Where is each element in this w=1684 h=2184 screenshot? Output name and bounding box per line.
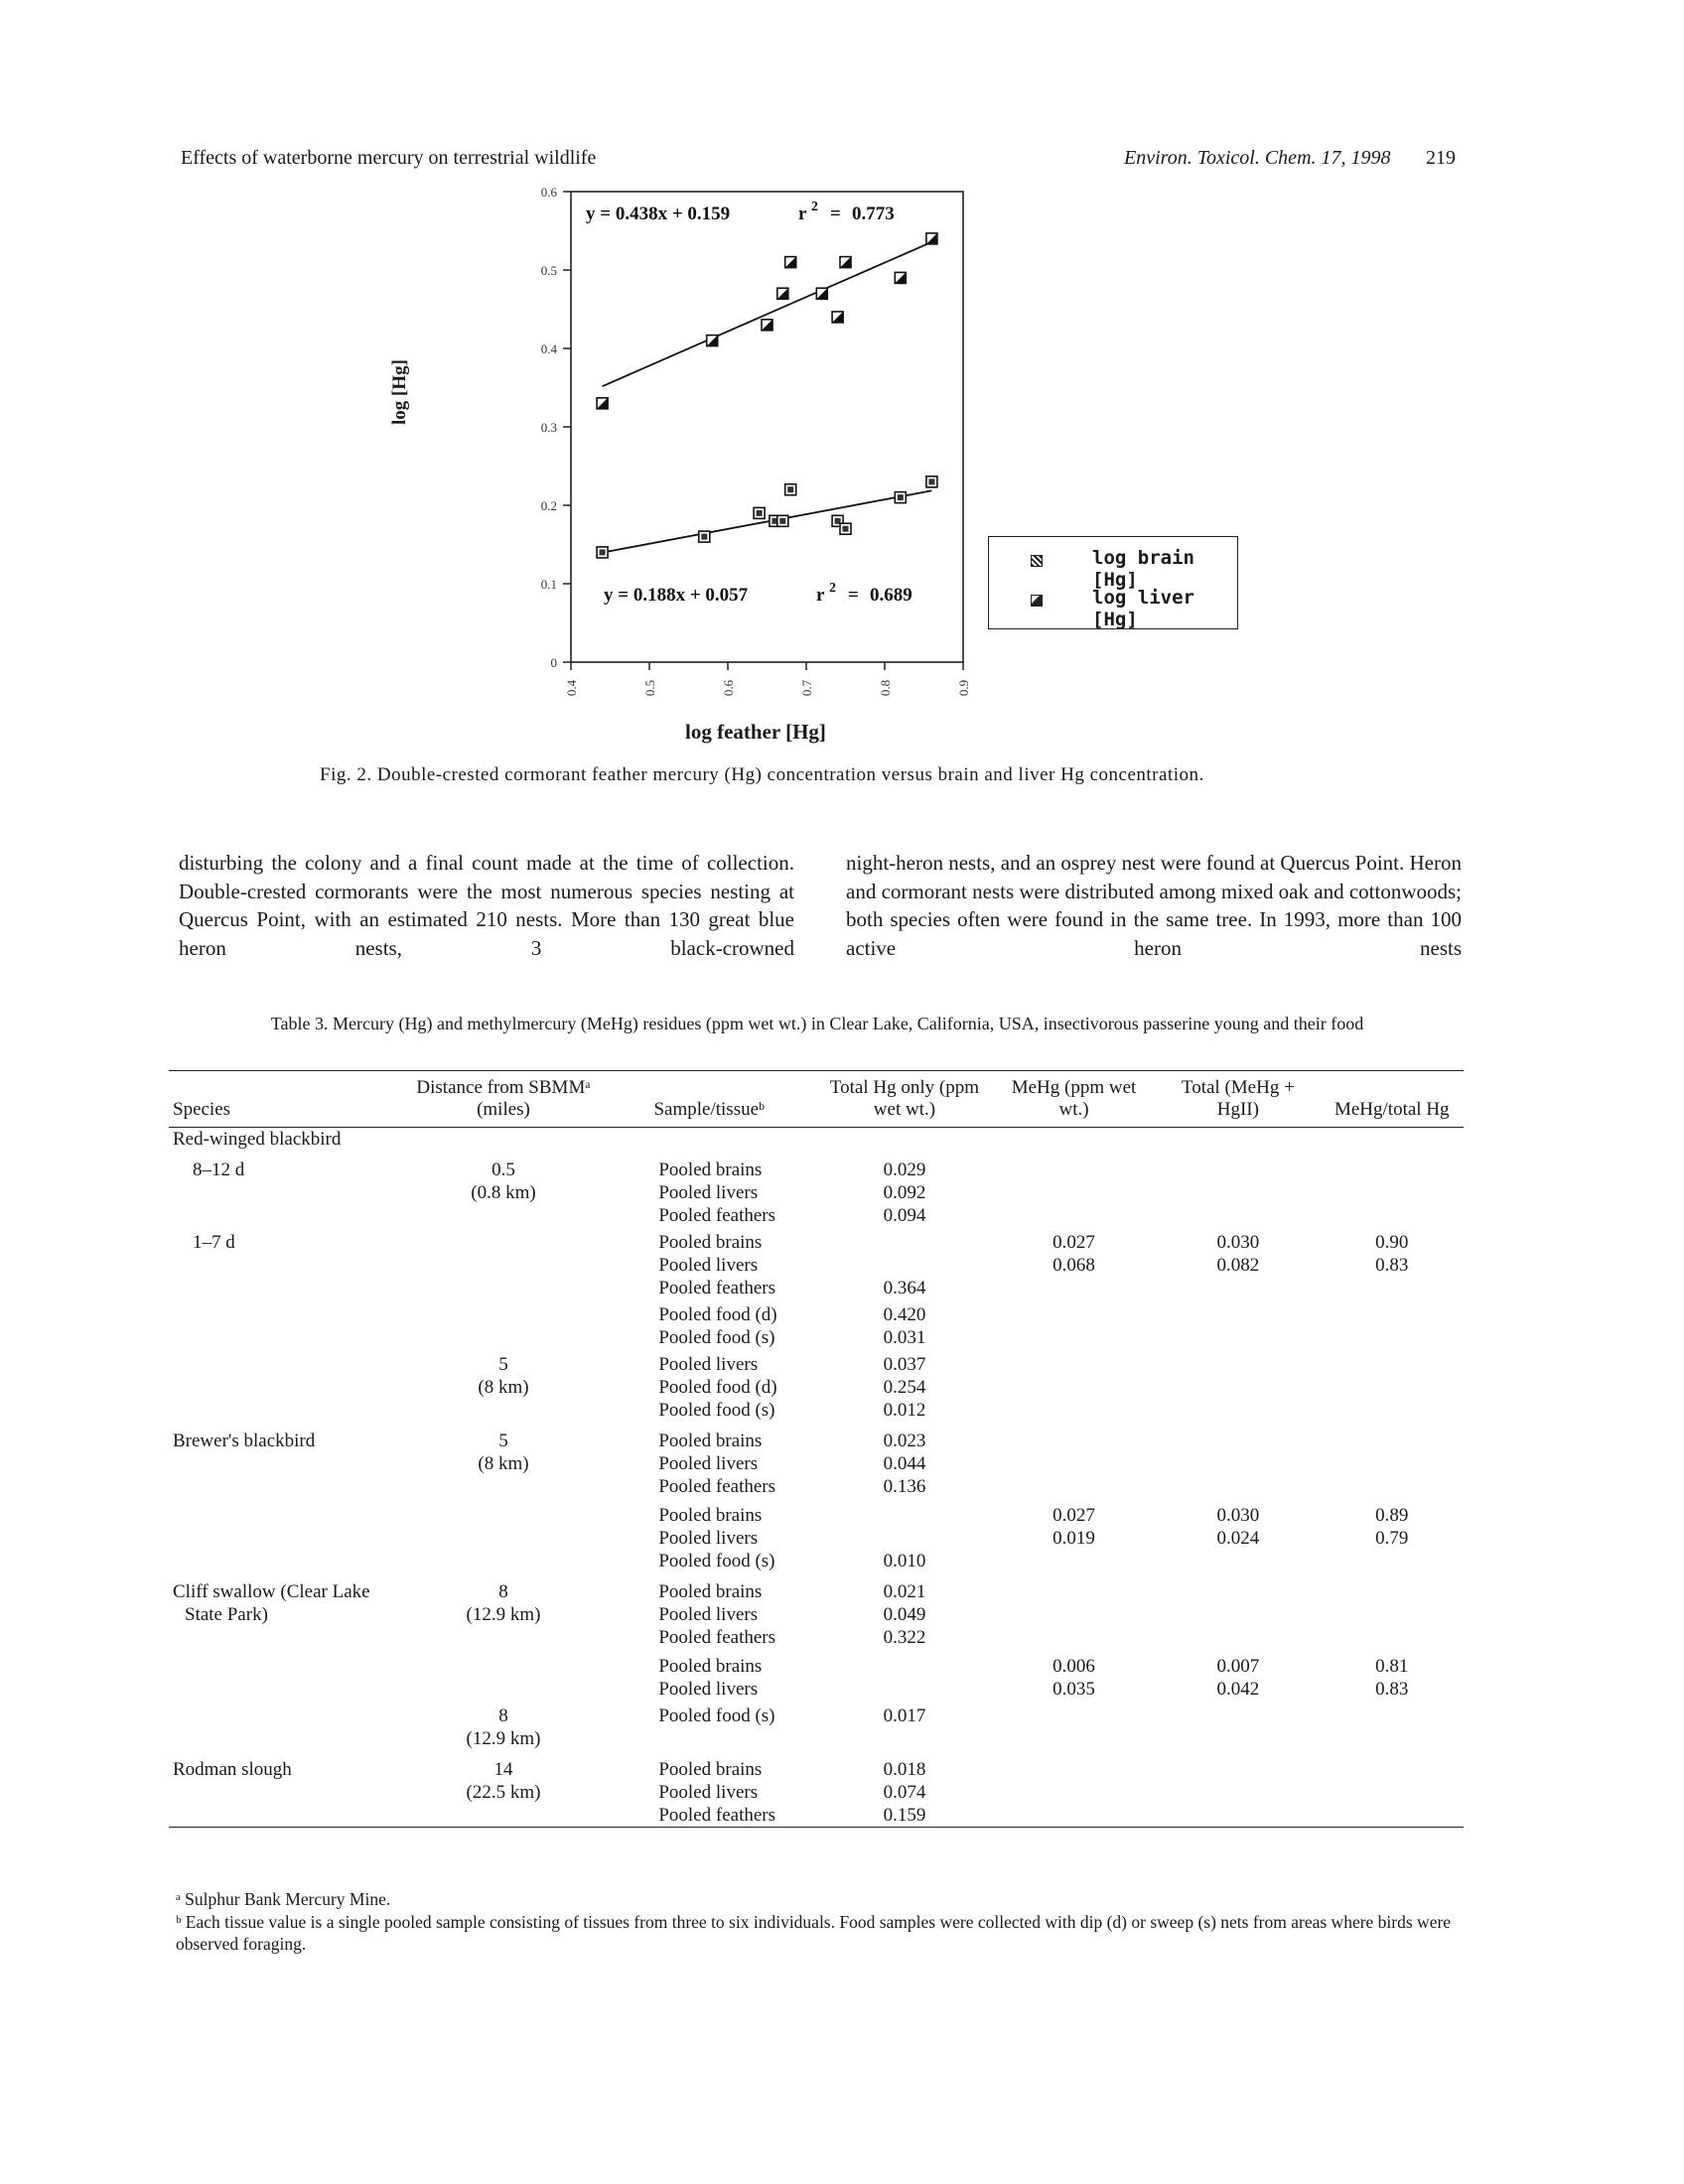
table-cell [1321, 1399, 1464, 1426]
table-cell [992, 1550, 1156, 1576]
table-cell: 0.83 [1375, 1679, 1409, 1700]
table-row [169, 1277, 1464, 1301]
table-cell [1156, 1326, 1320, 1351]
table-cell: State Park) [185, 1604, 268, 1625]
table-row [169, 1678, 1464, 1703]
col-header-species: Species [169, 1071, 406, 1128]
table-cell [406, 1804, 602, 1828]
table-row [169, 1128, 1464, 1156]
table-cell [1321, 1703, 1464, 1727]
table-cell: 0.092 [883, 1182, 926, 1203]
table-cell [1321, 1727, 1464, 1754]
table-cell [1156, 1703, 1320, 1727]
table-cell: 0.017 [883, 1706, 926, 1726]
table-row [169, 1501, 1464, 1527]
table-cell: Pooled food (s) [658, 1706, 775, 1726]
table-cell [1156, 1426, 1320, 1452]
r-squared-equals: = [830, 204, 841, 224]
table-cell [992, 1351, 1156, 1376]
table-row [169, 1781, 1464, 1804]
table-cell [817, 1727, 992, 1754]
table-cell [1321, 1781, 1464, 1804]
table-cell [992, 1204, 1156, 1229]
table-cell: 0.007 [1216, 1656, 1260, 1677]
table-cell [1156, 1181, 1320, 1204]
table-cell [601, 1727, 817, 1754]
table-cell [169, 1652, 406, 1678]
table-cell [1156, 1399, 1320, 1426]
table-cell: (8 km) [478, 1377, 529, 1398]
table-cell [817, 1254, 992, 1277]
table-row [169, 1155, 1464, 1181]
col-header-distance: Distance from SBMMᵃ (miles) [406, 1071, 602, 1128]
table-cell: 0.90 [1375, 1232, 1409, 1253]
table-cell: Pooled brains [658, 1581, 763, 1602]
legend-label-brain: log brain [Hg] [1092, 547, 1194, 591]
table-cell [169, 1804, 406, 1828]
legend-label-liver: log liver [Hg] [1092, 587, 1194, 630]
table-cell [992, 1399, 1156, 1426]
data-point-fill [787, 486, 793, 492]
table-cell [406, 1301, 602, 1326]
table-cell [992, 1576, 1156, 1603]
table-cell [169, 1204, 406, 1229]
table-cell [992, 1804, 1156, 1828]
table-row [169, 1576, 1464, 1603]
table-cell: Pooled food (s) [658, 1400, 775, 1421]
table-cell: (8 km) [478, 1453, 529, 1474]
table-cell [1321, 1804, 1464, 1828]
table-cell [169, 1326, 406, 1351]
table-cell [406, 1399, 602, 1426]
table-row [169, 1351, 1464, 1376]
col-header-sample: Sample/tissueᵇ [601, 1071, 817, 1128]
table-cell: 0.023 [883, 1431, 926, 1451]
table-cell [992, 1452, 1156, 1475]
table-cell [169, 1452, 406, 1475]
table-row [169, 1229, 1464, 1254]
table-cell: 0.019 [1052, 1528, 1095, 1549]
regression-line [603, 242, 932, 386]
data-point-fill [898, 494, 904, 500]
table-cell: 0.021 [883, 1581, 926, 1602]
table-cell [1156, 1550, 1320, 1576]
fit-equation: y = 0.188x + 0.057 [604, 585, 749, 606]
r-squared-symbol: r [798, 204, 807, 224]
table-cell: 0.89 [1375, 1505, 1409, 1526]
x-tick-label: 0.6 [721, 679, 736, 697]
table-cell: Pooled livers [658, 1782, 759, 1803]
table-cell: 0.035 [1052, 1679, 1095, 1700]
table-row [169, 1181, 1464, 1204]
table-cell: 0.79 [1375, 1528, 1409, 1549]
x-axis-label: log feather [Hg] [685, 720, 826, 744]
table-row [169, 1703, 1464, 1727]
table-cell: 0.364 [883, 1278, 926, 1298]
table-cell [1156, 1727, 1320, 1754]
x-tick-label: 0.7 [799, 679, 814, 697]
table-cell [169, 1254, 406, 1277]
y-tick-label: 0.3 [540, 420, 557, 435]
table-cell: Pooled brains [658, 1431, 763, 1451]
table-cell: Pooled brains [658, 1505, 763, 1526]
table-cell: 8–12 d [193, 1160, 245, 1180]
table-cell [1321, 1326, 1464, 1351]
table-cell [1321, 1277, 1464, 1301]
table-row [169, 1727, 1464, 1754]
legend-marker-brain [1031, 555, 1043, 567]
table-cell: 0.031 [883, 1327, 926, 1348]
table-cell [1156, 1301, 1320, 1326]
table-cell [1156, 1576, 1320, 1603]
table-cell: Pooled food (d) [658, 1304, 777, 1325]
table-row [169, 1754, 1464, 1781]
table-cell [992, 1301, 1156, 1326]
table-cell: (12.9 km) [466, 1728, 541, 1749]
table-row [169, 1254, 1464, 1277]
table-cell [992, 1426, 1156, 1452]
table-cell: 0.074 [883, 1782, 926, 1803]
table-cell [169, 1277, 406, 1301]
data-table [169, 1070, 1464, 1828]
table-cell: 0.018 [883, 1759, 926, 1780]
table-cell: Pooled feathers [658, 1476, 776, 1497]
table-cell: 0.83 [1375, 1255, 1409, 1276]
table-cell: 0.049 [883, 1604, 926, 1625]
table-cell [406, 1254, 602, 1277]
table-row [169, 1399, 1464, 1426]
table-cell: (12.9 km) [466, 1604, 541, 1625]
table-cell [817, 1229, 992, 1254]
footnote-a: ᵃ Sulphur Bank Mercury Mine. [176, 1889, 391, 1909]
table-cell: Pooled food (s) [658, 1327, 775, 1348]
y-tick-label: 0.4 [540, 341, 557, 356]
table-cell: Pooled livers [658, 1182, 759, 1203]
table-cell: 0.042 [1216, 1679, 1260, 1700]
table-cell [169, 1376, 406, 1399]
table-cell [406, 1128, 602, 1156]
table-cell [992, 1754, 1156, 1781]
table-cell: Red-winged blackbird [173, 1129, 342, 1150]
r-squared-exponent: 2 [811, 200, 818, 214]
table-cell [1156, 1781, 1320, 1804]
y-tick-label: 0.1 [540, 577, 557, 592]
r-squared-equals: = [848, 585, 859, 606]
table-cell: 0.044 [883, 1453, 926, 1474]
table-cell [406, 1626, 602, 1652]
table-cell: 0.322 [883, 1627, 926, 1648]
table-cell [1321, 1181, 1464, 1204]
table-cell [1156, 1626, 1320, 1652]
table-cell: Cliff swallow (Clear Lake [173, 1581, 370, 1602]
data-point-fill [843, 526, 849, 532]
table-cell: 0.082 [1216, 1255, 1260, 1276]
table-cell [601, 1128, 817, 1156]
table-cell [1321, 1603, 1464, 1626]
table-cell: 0.024 [1216, 1528, 1260, 1549]
y-tick-label: 0.2 [540, 498, 557, 513]
table-cell: Pooled livers [658, 1255, 759, 1276]
data-point-fill [701, 534, 707, 540]
table-cell [406, 1229, 602, 1254]
table-cell [169, 1501, 406, 1527]
table-cell [1321, 1426, 1464, 1452]
table-cell [406, 1501, 602, 1527]
table-cell [406, 1550, 602, 1576]
table-cell [817, 1128, 992, 1156]
table-cell: 0.136 [883, 1476, 926, 1497]
table-cell [992, 1603, 1156, 1626]
table-cell [1156, 1155, 1320, 1181]
table-cell [169, 1550, 406, 1576]
table-cell [406, 1277, 602, 1301]
table-cell [1321, 1452, 1464, 1475]
table-row [169, 1603, 1464, 1626]
table-cell [406, 1678, 602, 1703]
table-cell [169, 1781, 406, 1804]
r-squared-exponent: 2 [829, 581, 836, 596]
r-squared-value: 0.689 [870, 585, 912, 606]
data-point-fill [779, 518, 785, 524]
table-cell: 8 [498, 1706, 508, 1726]
table-cell [992, 1277, 1156, 1301]
table-cell [1321, 1376, 1464, 1399]
table-cell [1321, 1754, 1464, 1781]
x-tick-label: 0.4 [564, 679, 579, 697]
data-point-fill [600, 549, 606, 555]
table-cell [169, 1399, 406, 1426]
col-header-ratio: MeHg/total Hg [1321, 1071, 1464, 1128]
table-cell: 0.030 [1216, 1505, 1260, 1526]
table-cell: Pooled feathers [658, 1627, 776, 1648]
table-cell: 0.029 [883, 1160, 926, 1180]
table-cell: 0.037 [883, 1354, 926, 1375]
table-cell: Pooled livers [658, 1528, 759, 1549]
table-cell [406, 1527, 602, 1550]
table-cell [1156, 1128, 1320, 1156]
y-axis-label: log [Hg] [389, 359, 410, 425]
table-cell: Pooled livers [658, 1453, 759, 1474]
table-cell [406, 1326, 602, 1351]
data-point-fill [757, 510, 763, 516]
table-row [169, 1652, 1464, 1678]
chart-legend [988, 536, 1238, 629]
table-cell: Pooled livers [658, 1679, 759, 1700]
table-cell: 0.010 [883, 1551, 926, 1571]
y-tick-label: 0.6 [540, 185, 557, 200]
table-row [169, 1301, 1464, 1326]
table-cell [1321, 1475, 1464, 1501]
table-cell [169, 1727, 406, 1754]
fit-equation: y = 0.438x + 0.159 [586, 204, 731, 224]
table-cell: 0.027 [1052, 1505, 1095, 1526]
table-cell [169, 1301, 406, 1326]
table-row [169, 1204, 1464, 1229]
regression-line [603, 490, 932, 552]
table-cell [992, 1727, 1156, 1754]
table-cell: 5 [498, 1431, 508, 1451]
table-cell [992, 1376, 1156, 1399]
table-cell: 0.81 [1375, 1656, 1409, 1677]
table-cell [817, 1678, 992, 1703]
table-row [169, 1475, 1464, 1501]
table-cell [817, 1527, 992, 1550]
table-cell [992, 1475, 1156, 1501]
table-cell: 14 [493, 1759, 513, 1780]
table-cell: Pooled livers [658, 1604, 759, 1625]
table-cell [406, 1204, 602, 1229]
col-header-total-hg: Total Hg only (ppm wet wt.) [817, 1071, 992, 1128]
table-cell: 0.5 [491, 1160, 515, 1180]
table-cell [1321, 1204, 1464, 1229]
table-cell [1321, 1351, 1464, 1376]
table-cell: Pooled livers [658, 1354, 759, 1375]
x-tick-label: 0.8 [878, 679, 893, 697]
table-row [169, 1452, 1464, 1475]
running-header-title: Effects of waterborne mercury on terrestrial wildlife [181, 147, 597, 169]
figure-caption: Fig. 2. Double-crested cormorant feather mercury (Hg) concentration versus brain and liver Hg concentration. [320, 764, 1204, 785]
table-cell: Pooled food (d) [658, 1377, 777, 1398]
table-row [169, 1527, 1464, 1550]
table-cell [1156, 1475, 1320, 1501]
table-cell: 0.012 [883, 1400, 926, 1421]
table-cell: Pooled feathers [658, 1278, 776, 1298]
table-cell: 1–7 d [193, 1232, 235, 1253]
table-cell [992, 1626, 1156, 1652]
table-row [169, 1550, 1464, 1576]
table-cell: 0.254 [883, 1377, 926, 1398]
table-cell: Pooled brains [658, 1759, 763, 1780]
table-cell: 0.420 [883, 1304, 926, 1325]
table-cell [169, 1351, 406, 1376]
table-cell: Pooled feathers [658, 1205, 776, 1226]
table-cell [1156, 1452, 1320, 1475]
table-cell: Pooled feathers [658, 1805, 776, 1826]
footnote-b: ᵇ Each tissue value is a single pooled sample consisting of tissues from three to six individuals. Food samples were collected with dip (d) or sweep (s) nets from areas where birds were observed foraging. [176, 1912, 1452, 1954]
table-cell: Brewer's blackbird [173, 1431, 316, 1451]
table-cell: (22.5 km) [466, 1782, 541, 1803]
body-text-left: disturbing the colony and a final count made at the time of collection. Double-crested cormorants were the most numerous species nesting at Quercus Point, with an estimated 210 nests. More than 130 great blue heron nests, 3 black-crowned [179, 851, 794, 960]
table-row [169, 1326, 1464, 1351]
table-row [169, 1804, 1464, 1828]
table-cell [1156, 1754, 1320, 1781]
table-cell [1156, 1804, 1320, 1828]
table-cell [169, 1703, 406, 1727]
table-cell: (0.8 km) [471, 1182, 536, 1203]
table-cell: 0.027 [1052, 1232, 1095, 1253]
r-squared-symbol: r [816, 585, 825, 606]
table-cell [169, 1678, 406, 1703]
table-cell [169, 1626, 406, 1652]
table-row [169, 1626, 1464, 1652]
table-cell: 0.068 [1052, 1255, 1095, 1276]
running-header-journal: Environ. Toxicol. Chem. 17, 1998 [1124, 147, 1391, 169]
table-cell [169, 1475, 406, 1501]
x-tick-label: 0.5 [642, 679, 657, 697]
table-cell [992, 1155, 1156, 1181]
table-cell [1156, 1603, 1320, 1626]
table-cell: 0.006 [1052, 1656, 1095, 1677]
table-cell [992, 1781, 1156, 1804]
body-text-right: night-heron nests, and an osprey nest were found at Quercus Point. Heron and cormorant nests were distributed among mixed oak and cottonwoods; both species often were found in the same tree. In 1993, more than 100 active heron nests [846, 851, 1462, 960]
x-tick-label: 0.9 [956, 679, 971, 697]
table-cell [1156, 1351, 1320, 1376]
col-header-total: Total (MeHg + HgII) [1156, 1071, 1320, 1128]
table-cell [1321, 1128, 1464, 1156]
table-row [169, 1426, 1464, 1452]
table-cell [169, 1181, 406, 1204]
table-cell [169, 1527, 406, 1550]
col-header-mehg: MeHg (ppm wet wt.) [992, 1071, 1156, 1128]
scatter-chart [377, 184, 1052, 740]
legend-marker-liver [1031, 595, 1043, 607]
table-cell [1156, 1376, 1320, 1399]
table-cell: Pooled food (s) [658, 1551, 775, 1571]
y-tick-label: 0 [550, 655, 557, 670]
table-cell: Pooled brains [658, 1232, 763, 1253]
table-cell [992, 1326, 1156, 1351]
table-cell [817, 1652, 992, 1678]
table-cell [1321, 1550, 1464, 1576]
table-cell [1321, 1576, 1464, 1603]
table-cell: Pooled brains [658, 1160, 763, 1180]
table-cell [406, 1475, 602, 1501]
y-tick-label: 0.5 [540, 263, 557, 278]
table-cell: 8 [498, 1581, 508, 1602]
table-cell: Rodman slough [173, 1759, 292, 1780]
table-cell [1321, 1626, 1464, 1652]
table-cell: 0.159 [883, 1805, 926, 1826]
table-cell [1321, 1155, 1464, 1181]
page-number: 219 [1426, 147, 1456, 169]
table-cell [1321, 1301, 1464, 1326]
table-row [169, 1376, 1464, 1399]
r-squared-value: 0.773 [852, 204, 895, 224]
data-point-fill [928, 478, 934, 484]
table-cell [817, 1501, 992, 1527]
table-cell [992, 1128, 1156, 1156]
table-cell [406, 1652, 602, 1678]
table-cell [1156, 1204, 1320, 1229]
table-cell [1156, 1277, 1320, 1301]
table-cell [992, 1181, 1156, 1204]
table-header-row [169, 1071, 1464, 1128]
table-cell: 5 [498, 1354, 508, 1375]
table-title: Table 3. Mercury (Hg) and methylmercury (MeHg) residues (ppm wet wt.) in Clear Lake, California, USA, insectivorous passerine young and their food [270, 1014, 1364, 1033]
table-cell: 0.094 [883, 1205, 926, 1226]
table-cell: Pooled brains [658, 1656, 763, 1677]
table-cell: 0.030 [1216, 1232, 1260, 1253]
table-cell [992, 1703, 1156, 1727]
